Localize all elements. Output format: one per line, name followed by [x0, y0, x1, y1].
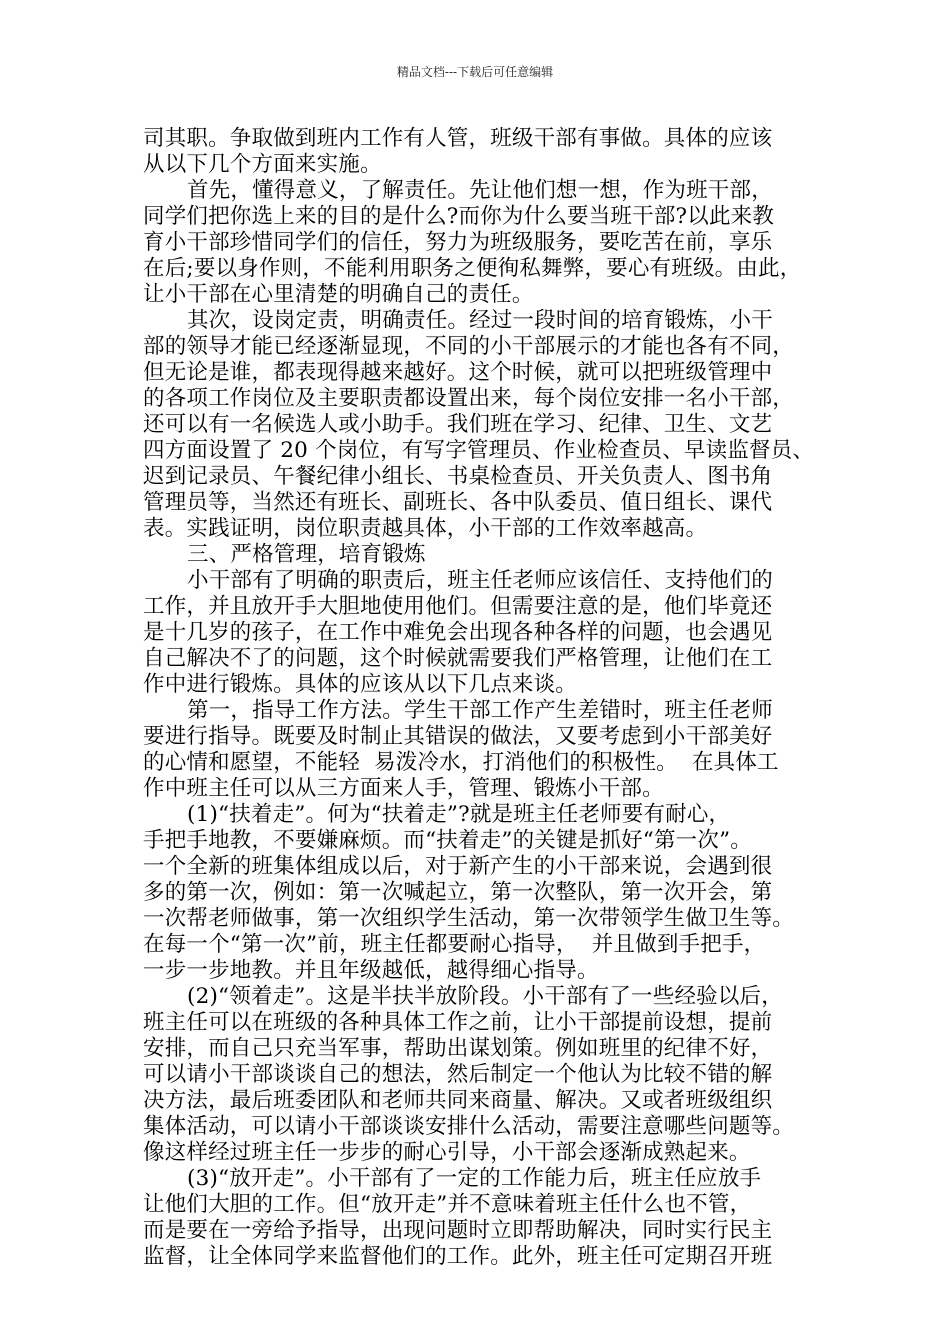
text-line: 表。实践证明，岗位职责越具体，小干部的工作效率越高。 [143, 516, 708, 541]
text-line: 决方法，最后班委团队和老师共同来商量、解决。又或者班级组织 [143, 1088, 773, 1113]
text-line: 司其职。争取做到班内工作有人管，班级干部有事做。具体的应该 [143, 126, 773, 151]
page-header: 精品文档---下载后可任意编辑 [396, 65, 554, 79]
text-line: 的心情和愿望，不能轻 易泼冷水，打消他们的积极性。 在具体工 [143, 750, 779, 775]
text-line: 作中进行锻炼。具体的应该从以下几点来谈。 [143, 672, 578, 697]
text-line: 但无论是谁，都表现得越来越好。这个时候，就可以把班级管理中 [143, 360, 773, 385]
text-line: 四方面设置了 20 个岗位，有写字管理员、作业检查员、早读监督员、 [143, 438, 815, 463]
text-line: 其次，设岗定责，明确责任。经过一段时间的培育锻炼，小干 [187, 308, 773, 333]
text-line: 是十几岁的孩子，在工作中难免会出现各种各样的问题，也会遇见 [143, 620, 773, 645]
text-line: 小干部有了明确的职责后，班主任老师应该信任、支持他们的 [187, 568, 773, 593]
text-line: 监督，让全体同学来监督他们的工作。此外，班主任可定期召开班 [143, 1244, 773, 1269]
text-line: 集体活动，可以请小干部谈谈安排什么活动，需要注意哪些问题等。 [143, 1114, 795, 1139]
text-line: 多的第一次，例如：第一次喊起立，第一次整队，第一次开会，第 [143, 880, 773, 905]
text-line: 安排，而自己只充当军事，帮助出谋划策。例如班里的纪律不好， [143, 1036, 773, 1061]
text-line: 在后;要以身作则，不能利用职务之便徇私舞弊，要心有班级。由此， [143, 256, 802, 281]
text-line: 第一，指导工作方法。学生干部工作产生差错时，班主任老师 [187, 698, 773, 723]
text-line: 而是要在一旁给予指导，出现问题时立即帮助解决，同时实行民主 [143, 1218, 773, 1243]
text-line: 迟到记录员、午餐纪律小组长、书桌检查员、开关负责人、图书角 [143, 464, 773, 489]
text-line: (1)“扶着走”。何为“扶着走”?就是班主任老师要有耐心， [187, 802, 731, 827]
text-line: 班主任可以在班级的各种具体工作之前，让小干部提前设想，提前 [143, 1010, 773, 1035]
text-line: 自己解决不了的问题，这个时候就需要我们严格管理，让他们在工 [143, 646, 773, 671]
text-line: 首先，懂得意义，了解责任。先让他们想一想，作为班干部， [187, 178, 773, 203]
text-line: 从以下几个方面来实施。 [143, 152, 382, 177]
text-line: 作中班主任可以从三方面来人手，管理、锻炼小干部。 [143, 776, 664, 801]
text-line: 部的领导才能已经逐渐显现，不同的小干部展示的才能也各有不同， [143, 334, 795, 359]
text-line: 的各项工作岗位及主要职责都设置出来，每个岗位安排一名小干部， [143, 386, 795, 411]
text-line: 让小干部在心里清楚的明确自己的责任。 [143, 282, 534, 307]
text-line: 管理员等，当然还有班长、副班长、各中队委员、值日组长、课代 [143, 490, 773, 515]
text-line: 一个全新的班集体组成以后，对于新产生的小干部来说，会遇到很 [143, 854, 773, 879]
text-line: 让他们大胆的工作。但“放开走”并不意味着班主任什么也不管， [143, 1192, 752, 1217]
text-line: 手把手地教，不要嫌麻烦。而“扶着走”的关键是抓好“第一次”。 [143, 828, 752, 853]
document-body [143, 126, 833, 1270]
text-line: 像这样经过班主任一步步的耐心引导，小干部会逐渐成熟起来。 [143, 1140, 751, 1165]
text-line: 工作，并且放开手大胆地使用他们。但需要注意的是，他们毕竟还 [143, 594, 773, 619]
text-line: 可以请小干部谈谈自己的想法，然后制定一个他认为比较不错的解 [143, 1062, 773, 1087]
text-line: 一步一步地教。并且年级越低，越得细心指导。 [143, 958, 599, 983]
text-line: 育小干部珍惜同学们的信任，努力为班级服务，要吃苦在前，享乐 [143, 230, 773, 255]
text-line: (3)“放开走”。小干部有了一定的工作能力后，班主任应放手 [187, 1166, 762, 1191]
text-line: (2)“领着走”。这是半扶半放阶段。小干部有了一些经验以后， [187, 984, 783, 1009]
text-line: 要进行指导。既要及时制止其错误的做法，又要考虑到小干部美好 [143, 724, 773, 749]
text-line: 在每一个“第一次”前，班主任都要耐心指导， 并且做到手把手， [143, 932, 766, 957]
text-line: 同学们把你选上来的目的是什么?而你为什么要当班干部?以此来教 [143, 204, 775, 229]
text-line: 还可以有一名候选人或小助手。我们班在学习、纪律、卫生、文艺 [143, 412, 773, 437]
text-line: 三、严格管理，培育锻炼 [187, 542, 426, 567]
text-line: 一次帮老师做事，第一次组织学生活动，第一次带领学生做卫生等。 [143, 906, 795, 931]
